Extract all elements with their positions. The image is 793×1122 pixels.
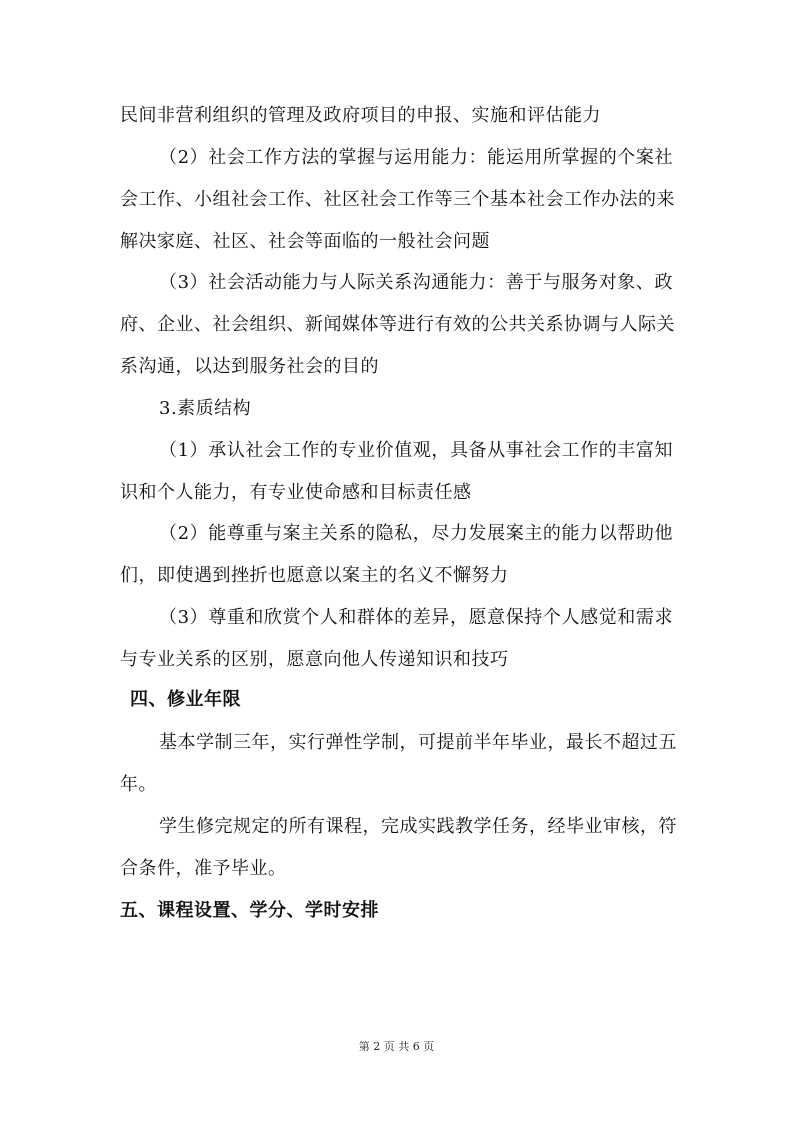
paragraph-line: 解决家庭、社区、社会等面临的一般社会问题 (120, 231, 490, 252)
section-heading: 四、修业年限 (130, 689, 241, 710)
paragraph-line: 与专业关系的区别，愿意向他人传递知识和技巧 (120, 649, 509, 670)
paragraph-line: （2）社会工作方法的掌握与运用能力：能运用所掌握的个案社 (159, 147, 673, 168)
paragraph-line: 合条件，准予毕业。 (120, 858, 287, 879)
paragraph-line: 府、企业、社会组织、新闻媒体等进行有效的公共关系协调与人际关 (120, 314, 675, 335)
paragraph-line: 基本学制三年，实行弹性学制，可提前半年毕业，最长不超过五 (159, 732, 677, 753)
page-footer: 第 2 页 共 6 页 (358, 1040, 435, 1053)
paragraph-line: （1）承认社会工作的专业价值观，具备从事社会工作的丰富知 (159, 440, 673, 461)
paragraph-line: 年。 (120, 774, 157, 795)
subsection-heading: 3.素质结构 (159, 398, 252, 419)
paragraph-line: 们，即使遇到挫折也愿意以案主的名义不懈努力 (120, 565, 509, 586)
paragraph-line: （3）社会活动能力与人际关系沟通能力：善于与服务对象、政 (159, 272, 673, 293)
paragraph-line: （3）尊重和欣赏个人和群体的差异，愿意保持个人感觉和需求 (159, 607, 673, 628)
paragraph-line: 民间非营利组织的管理及政府项目的申报、实施和评估能力 (120, 105, 601, 126)
paragraph-line: 会工作、小组社会工作、社区社会工作等三个基本社会工作办法的来 (120, 189, 675, 210)
section-heading: 五、课程设置、学分、学时安排 (120, 900, 379, 921)
paragraph-line: 识和个人能力，有专业使命感和目标责任感 (120, 482, 472, 503)
paragraph-line: 学生修完规定的所有课程，完成实践教学任务，经毕业审核，符 (159, 816, 677, 837)
paragraph-line: （2）能尊重与案主关系的隐私，尽力发展案主的能力以帮助他 (159, 523, 673, 544)
paragraph-line: 系沟通，以达到服务社会的目的 (120, 356, 379, 377)
